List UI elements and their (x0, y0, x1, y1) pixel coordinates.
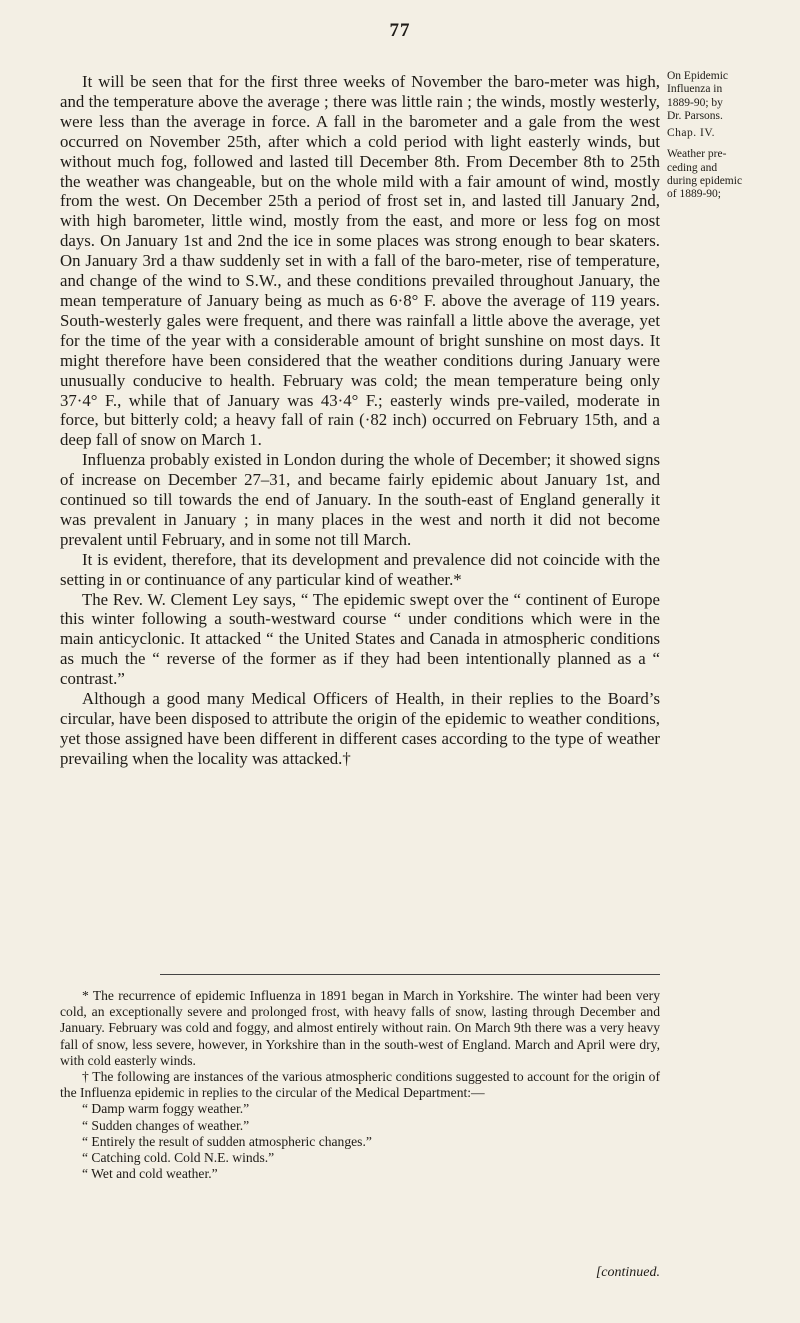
sidenote-line: Dr. Parsons. (667, 109, 723, 122)
footnote-quote: “ Wet and cold weather.” (82, 1166, 218, 1182)
footnote-quote: “ Sudden changes of weather.” (82, 1117, 250, 1133)
sidenote-line: Weather pre- (667, 148, 727, 161)
continued-label: [continued. (595, 1265, 660, 1280)
paragraph: The Rev. W. Clement Ley says, “ The epidemic swept over the “ continent of Europe this winter following a south-westward course “ under conditions which were in the main anticyclonic. It attacked “ the United States and Canada in atmospheric conditions as much the “ reverse of the former as if they had been intentionally planned as a “ contrast.” (60, 589, 660, 689)
footnotes (60, 988, 660, 1182)
footnote-rule (160, 974, 660, 975)
margin-notes (667, 70, 795, 202)
paragraph: It will be seen that for the first three weeks of November the baro-meter was high, and the temperature above the average ; there was little rain ; the winds, mostly westerly, were less than the average in force. A fall in the barometer and a gale from the west occurred on November 25th, after which a cold period with light easterly winds, but without much fog, followed and lasted till December 8th. From December 8th to 25th the weather was changeable, but on the whole mild with a fair amount of wind, mostly from the west. On December 25th a period of frost set in, and lasted till January 2nd, with high barometer, little wind, mostly from the east, and more or less fog on most days. On January 1st and 2nd the ice in some places was strong enough to bear skaters. On January 3rd a thaw suddenly set in with a fall of the baro-meter, rise of temperature, and change of the wind to S.W., and these conditions prevailed throughout January, the mean temperature of January being as much as 6·8° F. above the average of 119 years. South-westerly gales were frequent, and there was rainfall a little above the average, yet for the time of the year with a considerable amount of bright sunshine on most days. It might therefore have been considered that the weather conditions during January were unusually conducive to health. February was cold; the mean temperature being only 37·4° F., while that of January was 43·4° F.; easterly winds pre-vailed, moderate in force, but bitterly cold; a heavy fall of rain (·82 inch) occurred on February 15th, and a deep fall of snow on March 1. (60, 72, 660, 450)
footnote-dagger: † The following are instances of the various atmospheric conditions suggested to account for the origin of the Influenza epidemic in replies to the circular of the Medical Department:— (60, 1069, 660, 1101)
sidenote-line: 1889-90; by (667, 96, 723, 109)
paragraph: It is evident, therefore, that its development and prevalence did not coincide with the setting in or continuance of any particular kind of weather.* (60, 549, 660, 589)
sidenote-topic (667, 70, 795, 123)
sidenote-chapter (667, 127, 795, 140)
footnote-star: * The recurrence of epidemic Influenza in 1891 began in March in Yorkshire. The winter had been very cold, an exceptionally severe and prolonged frost, with heavy falls of snow, lasting through December and January. February was cold and foggy, and almost entirely without rain. On March 9th there was a very heavy fall of snow, less severe, however, in Yorkshire than in the south-west of England. March and April were dry, with cold easterly winds. (60, 988, 660, 1068)
sidenote-line: Chap. IV. (667, 127, 716, 140)
sidenote-line: during epidemic (667, 175, 743, 188)
sidenote-line: On Epidemic (667, 70, 728, 82)
paragraph: Although a good many Medical Officers of Health, in their replies to the Board’s circular, have been disposed to attribute the origin of the epidemic to weather conditions, yet those assigned have been different in different cases according to the type of weather prevailing when the locality was attacked.† (60, 689, 660, 768)
main-text (60, 72, 660, 769)
footnote-quote: “ Damp warm foggy weather.” (82, 1101, 250, 1117)
paragraph: Influenza probably existed in London during the whole of December; it showed signs of increase on December 27–31, and became fairly epidemic about January 1st, and continued so till towards the end of January. In the south-east of England generally it was prevalent in January ; in many places in the west and north it did not become prevalent until February, and in some not till March. (60, 450, 660, 549)
sidenote-weather (667, 148, 795, 201)
footnote-quote: “ Catching cold. Cold N.E. winds.” (82, 1150, 275, 1166)
sidenote-line: Influenza in (667, 83, 723, 96)
sidenote-line: ceding and (667, 161, 718, 174)
sidenote-line: of 1889-90; (667, 188, 721, 201)
page-number: 77 (389, 20, 411, 41)
footnote-quote: “ Entirely the result of sudden atmospheric changes.” (82, 1133, 372, 1149)
